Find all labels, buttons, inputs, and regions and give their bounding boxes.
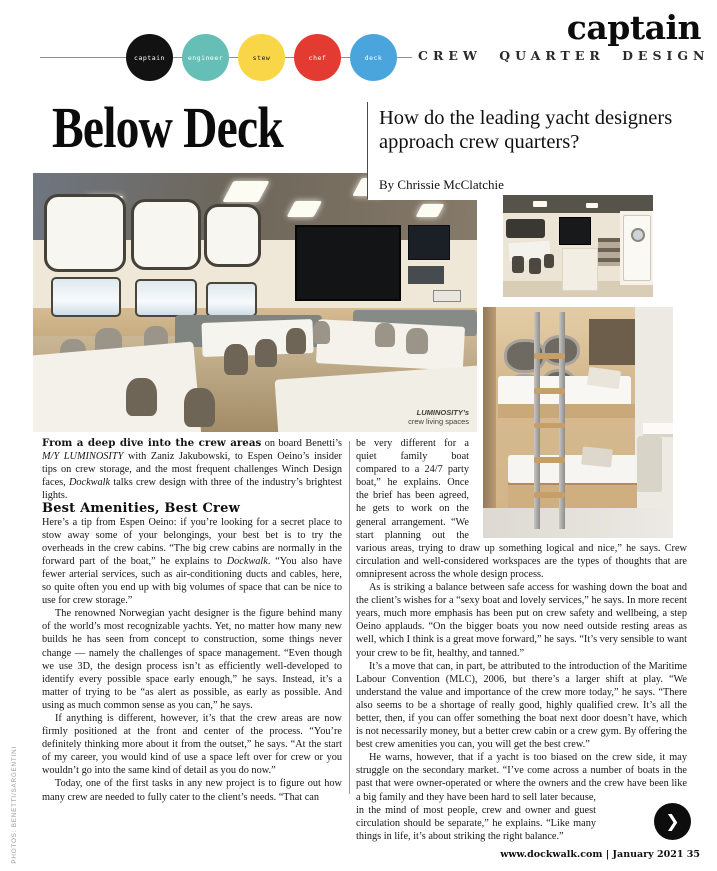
photo-art-window xyxy=(506,219,545,237)
photo-art-window xyxy=(206,282,257,317)
crew-mess-photo xyxy=(33,173,477,432)
photo-art-ladder xyxy=(534,388,564,394)
crew-tab-label: chef xyxy=(308,53,327,62)
standfirst: How do the leading yacht designers approach crew quarters? xyxy=(379,107,673,153)
publication-name: Dockwalk xyxy=(226,555,268,567)
footer-separator: | xyxy=(605,849,610,860)
article-paragraph: As is striking a balance between safe access for washing down the boat and the client’s wishes for a “sexy boat and lovely services,” he says. In more recent years, much more emphasis has been put on crew safety and wellbeing, a step Oeino applauds. “On the bigger boats you now need outside resting areas as well, which I think is a great move forward,” he says. “It’s very sensible to want your crew to be fit, healthy, and tanned.” xyxy=(356,582,687,659)
photo-credit: PHOTOS: BENETTI/SARGENTINI xyxy=(11,746,18,864)
article-paragraph xyxy=(356,751,687,843)
photo-art-cabinet xyxy=(589,319,635,365)
crew-tab-captain[interactable] xyxy=(126,34,173,81)
section-title: CREW QUARTER DESIGN xyxy=(418,48,710,63)
photo-art-chair xyxy=(529,258,541,273)
footer-issue: January 2021 xyxy=(612,849,684,860)
intro-text: on board Benetti’s xyxy=(261,438,342,449)
page-footer xyxy=(500,849,700,860)
intro-paragraph xyxy=(42,437,342,502)
crew-tab-label: deck xyxy=(364,53,383,62)
publication-name: Dockwalk xyxy=(68,477,111,489)
crew-tab-engineer[interactable] xyxy=(182,34,229,81)
crew-tab-stew[interactable] xyxy=(238,34,285,81)
byline: By Chrissie McClatchie xyxy=(379,177,504,192)
photo-art-chair xyxy=(512,256,524,272)
article-column-right xyxy=(356,437,687,843)
photo-art-chair xyxy=(184,388,215,427)
photo-art xyxy=(598,238,621,267)
caption-text: crew living spaces xyxy=(408,417,469,426)
intro-text: talks crew design with three of the industry’s brightest lights. xyxy=(42,477,343,502)
article-paragraph: be very different for a quiet family boat compared to a 24/7 party boat,” he explains. Once the brief has been agreed, he gets to work on the general arrangement. “We start planning out the various areas, trying to draw up something logical and nice,” he says. Crew circulation and well-considered workspaces are the types of thoughts that are omnipresent across the whole design process. xyxy=(356,438,687,580)
photo-art-chair xyxy=(313,321,331,344)
boat-name: M/Y LUMINOSITY xyxy=(42,451,124,463)
photo-art xyxy=(586,203,598,208)
photo-art-chair xyxy=(544,254,555,268)
article-paragraph: It’s a move that can, in part, be attributed to the introduction of the Maritime Labour Convention (MLC), 2006, but there’s a larger shift at play. “We understand the value and importance of the crew more today,” he says. “There also seems to be a shortage of really good, highly qualified crew. It’s all the better, then, if you can offer something the boat next door doesn’t have, which is not necessarily money, but a better crew cabin or a crew gym. By offering the best crew amenities you can, you will get the best crew.” xyxy=(356,660,687,751)
photo-art-window xyxy=(131,199,201,270)
crew-mess-render-photo xyxy=(503,195,653,297)
intro-lead: From a deep dive into the crew areas xyxy=(42,437,262,449)
article-paragraph: Today, one of the first tasks in any new project is to figure out how many crew are needed to fully cater to the client’s needs. “That can xyxy=(42,778,342,803)
crew-tab-label: stew xyxy=(252,53,271,62)
paragraph-text: Here’s a tip from Espen Oeino: if you’re looking for a secret place to stow away some of your belongings, your best bet is to try the overheads in the crew cabins. “The big crew cabins are normally in the forward part of the boat,” he explains to xyxy=(42,516,342,567)
photo-art-chair xyxy=(126,378,157,417)
headline-divider xyxy=(367,102,368,199)
photo-art-ladder xyxy=(534,353,564,359)
chevron-right-icon: ❯ xyxy=(665,811,680,832)
photo-wrap-spacer xyxy=(469,437,687,539)
photo-art-desk xyxy=(643,423,673,435)
paragraph-text: been hard to sell later because, in the mind of most people, crew and owner and guest circulation should be separate,” he explains. “Like many things in life, it’s about striking the right balance.” xyxy=(356,791,596,842)
article-paragraph: If anything is different, however, it’s that the crew areas are now firmly positioned at the front and center of the process. “You’re definitely thinking more about it from the outset,” he says. “At the start of my career, you would kind of use a space left over for crew or you wouldn’t go into the same kind of detail as you do now.” xyxy=(42,712,342,777)
photo-art xyxy=(433,290,462,302)
article-column-left xyxy=(42,437,342,804)
caption-boat-name: LUMINOSITY’s xyxy=(416,408,469,417)
photo-art-table xyxy=(33,342,201,432)
captain-logo: captain xyxy=(566,8,701,47)
photo-art-chair xyxy=(375,323,395,346)
photo-art-chair xyxy=(406,328,428,354)
photo-art-door xyxy=(623,215,651,280)
photo-art-chair xyxy=(286,328,306,354)
photo-art-tv xyxy=(295,225,401,302)
column-divider xyxy=(349,441,350,794)
footer-site: www.dockwalk.com xyxy=(500,849,603,860)
page-title: Below Deck xyxy=(52,95,283,160)
article-paragraph: The renowned Norwegian yacht designer is the figure behind many of the world’s most recognizable yachts. Yet, no matter how many new builds he has seen from concept to construction, some things never change — namely the challenges of space management. “Even though we use 3D, the design process isn’t as efficiently well-developed to identify every possible space early enough,” he says. Instead, it’s a matter of trying to be “as alert as possible, as early as possible. And using as much common sense as you can,” he says. xyxy=(42,608,342,711)
photo-art-chair xyxy=(224,344,248,375)
photo-art-window xyxy=(135,279,197,317)
photo-art xyxy=(498,404,635,418)
photo-art-ladder xyxy=(534,423,564,429)
photo-art-chair xyxy=(255,339,277,367)
crew-tab-chef[interactable] xyxy=(294,34,341,81)
paragraph-text: He warns, however, that if a yacht is too biased on the crew side, it may struggle on the secondary market. “I’ve come across a number of boats in the past that were owner-operated or where the owners and the crew have been like a big family and they have xyxy=(356,752,687,803)
photo-art-tv xyxy=(559,217,591,245)
photo-art xyxy=(408,266,444,284)
paragraph-text: . “You also have fewer arterial services, such as air-conditioning ducts and cables, here, so quite often you end up with big volumes of space that can be nice to use for crew storage.” xyxy=(42,555,343,607)
section-heading: Best Amenities, Best Crew xyxy=(42,501,240,517)
photo-art xyxy=(533,201,547,207)
photo-caption xyxy=(408,408,469,426)
crew-tab-deck[interactable] xyxy=(350,34,397,81)
crew-tab-label: captain xyxy=(134,53,165,62)
next-page-button[interactable] xyxy=(654,803,691,840)
footer-page-number: 35 xyxy=(686,849,700,860)
intro-text: with Zaniz Jakubowski, to Espen Oeino’s insider tips on crew storage, and the most frequent challenges Winch Design faces, xyxy=(42,451,342,489)
photo-art-window xyxy=(204,204,261,267)
article-paragraph xyxy=(42,516,342,608)
photo-art-cabinet xyxy=(562,248,599,291)
photo-art-porthole xyxy=(631,228,646,242)
photo-art-window xyxy=(44,194,125,273)
crew-tab-label: engineer xyxy=(187,53,224,62)
photo-art xyxy=(408,225,450,261)
photo-art-window xyxy=(51,277,122,317)
